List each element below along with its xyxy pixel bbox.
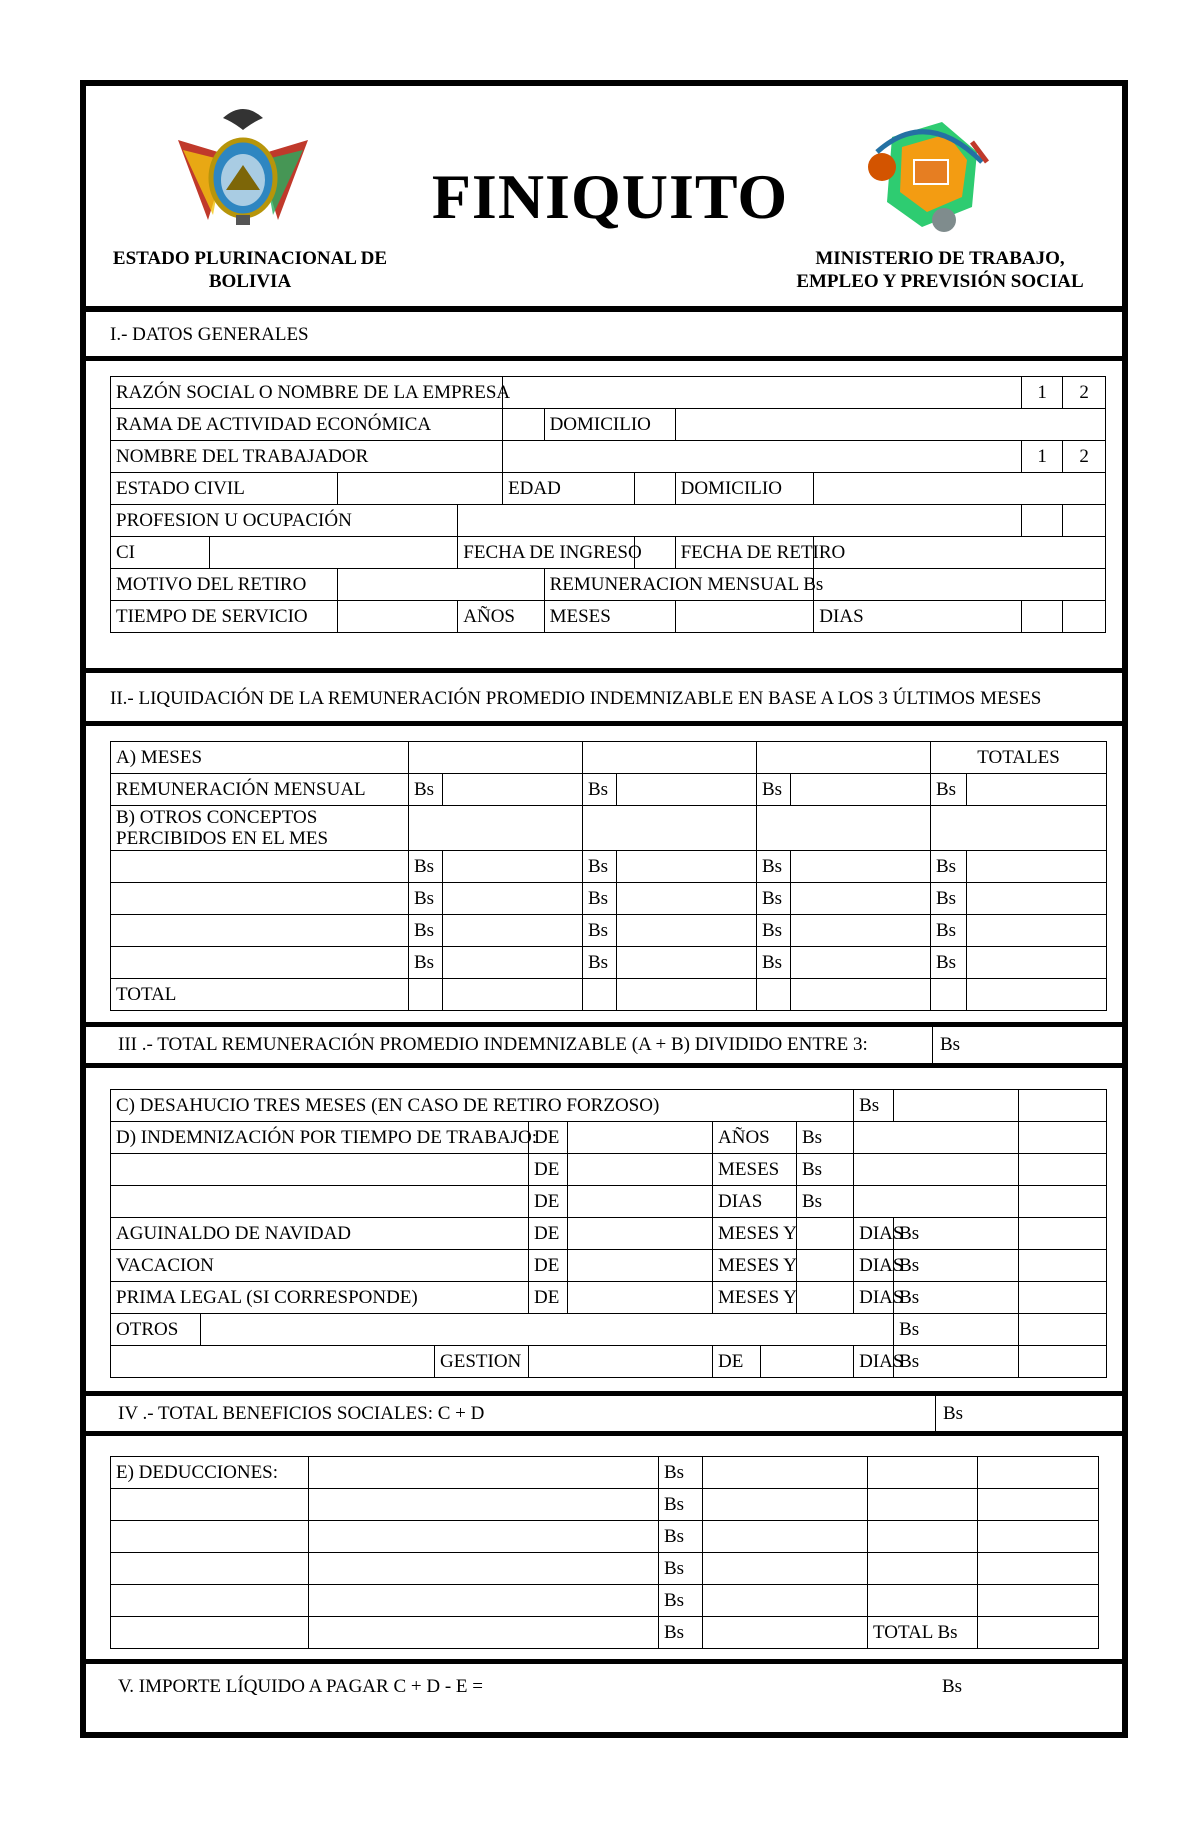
domicilio-trabajador-field[interactable] <box>814 473 1106 505</box>
profesion-box-2[interactable] <box>1063 505 1106 537</box>
bs-label: Bs <box>583 774 617 806</box>
profesion-field[interactable] <box>458 505 1022 537</box>
anos-label: AÑOS <box>458 601 544 633</box>
separator <box>86 1659 1122 1664</box>
deduccion-amount-field[interactable] <box>703 1521 868 1553</box>
meses-header-label: A) MESES <box>111 742 409 774</box>
profesion-label: PROFESION U OCUPACIÓN <box>111 505 458 537</box>
section-1-title: I.- DATOS GENERALES <box>110 324 309 345</box>
indem-dias-total-field[interactable] <box>1019 1186 1107 1218</box>
otros-amount-field[interactable] <box>1019 1314 1107 1346</box>
bs-label: Bs <box>931 915 967 947</box>
deduccion-total-field[interactable] <box>978 1585 1099 1617</box>
gestion-amount-field[interactable] <box>1019 1346 1107 1378</box>
separator <box>86 1063 1122 1068</box>
dias-box-1[interactable] <box>1021 601 1062 633</box>
amount-field[interactable] <box>791 883 931 915</box>
total-bs-cell <box>409 979 443 1011</box>
bs-label: Bs <box>659 1457 703 1489</box>
dias-label: DIAS <box>854 1218 894 1250</box>
otros-month-1-header <box>409 806 583 851</box>
deduccion-total-field[interactable] <box>978 1457 1099 1489</box>
motivo-field[interactable] <box>338 569 544 601</box>
aguinaldo-meses-field[interactable] <box>568 1218 713 1250</box>
prima-dias-field[interactable] <box>797 1282 854 1314</box>
dias-label: DIAS <box>854 1250 894 1282</box>
indem-blank-label <box>111 1186 529 1218</box>
otros-label: OTROS <box>111 1314 201 1346</box>
vacacion-amount-field[interactable] <box>1019 1250 1107 1282</box>
deduccion-concept-field[interactable] <box>309 1521 659 1553</box>
bs-label: Bs <box>931 883 967 915</box>
edad-label: EDAD <box>503 473 635 505</box>
gestion-dias-field[interactable] <box>761 1346 854 1378</box>
separator <box>86 356 1122 361</box>
amount-field[interactable] <box>443 851 583 883</box>
concepto-field[interactable] <box>111 851 409 883</box>
bs-label: Bs <box>757 915 791 947</box>
gestion-blank <box>111 1346 435 1378</box>
bs-label: Bs <box>409 883 443 915</box>
deduccion-label-field[interactable] <box>111 1521 309 1553</box>
otros-month-3-header <box>757 806 931 851</box>
anos-field[interactable] <box>338 601 458 633</box>
bs-label: Bs <box>757 947 791 979</box>
separator <box>86 1391 1122 1396</box>
aguinaldo-label: AGUINALDO DE NAVIDAD <box>111 1218 529 1250</box>
razon-box-2[interactable]: 2 <box>1063 377 1106 409</box>
deduccion-concept-field[interactable] <box>309 1585 659 1617</box>
desahucio-amount-field[interactable] <box>894 1090 1019 1122</box>
bs-label: Bs <box>931 851 967 883</box>
desahucio-total-field[interactable] <box>1019 1090 1107 1122</box>
remuneracion-field[interactable] <box>814 569 1106 601</box>
indemnizacion-label: D) INDEMNIZACIÓN POR TIEMPO DE TRABAJO: <box>111 1122 529 1154</box>
de-label: DE <box>529 1154 568 1186</box>
bs-label: Bs <box>409 947 443 979</box>
desahucio-label: C) DESAHUCIO TRES MESES (EN CASO DE RETIRO FORZOSO) <box>111 1090 854 1122</box>
indem-meses-field[interactable] <box>568 1154 713 1186</box>
separator <box>86 1431 1122 1436</box>
deducciones-total-field[interactable] <box>978 1617 1099 1649</box>
vacacion-label: VACACION <box>111 1250 529 1282</box>
bs-label: Bs <box>659 1585 703 1617</box>
bs-label: Bs <box>583 883 617 915</box>
trabajador-box-1[interactable]: 1 <box>1021 441 1062 473</box>
meses-y-label: MESES Y <box>713 1282 797 1314</box>
total-month-1-field[interactable] <box>443 979 583 1011</box>
bs-label: Bs <box>659 1553 703 1585</box>
bs-label: Bs <box>894 1346 1019 1378</box>
trabajador-label: NOMBRE DEL TRABAJADOR <box>111 441 503 473</box>
prima-label: PRIMA LEGAL (SI CORRESPONDE) <box>111 1282 529 1314</box>
deduccion-amount-field[interactable] <box>703 1553 868 1585</box>
deduccion-extra-field[interactable] <box>868 1585 978 1617</box>
section-3-bs: Bs <box>940 1034 961 1055</box>
rem-month-3-field[interactable] <box>791 774 931 806</box>
total-label: TOTAL <box>111 979 409 1011</box>
amount-field[interactable] <box>443 947 583 979</box>
otros-conceptos-line1: B) OTROS CONCEPTOS <box>116 807 318 828</box>
indem-anos-field[interactable] <box>568 1122 713 1154</box>
meses-label: MESES <box>544 601 675 633</box>
amount-field[interactable] <box>967 915 1107 947</box>
amount-field[interactable] <box>967 851 1107 883</box>
deduccion-label-field[interactable] <box>111 1585 309 1617</box>
bs-label: Bs <box>659 1521 703 1553</box>
section-5-title: V. IMPORTE LÍQUIDO A PAGAR C + D - E = <box>118 1676 483 1697</box>
issuer-left-line1: ESTADO PLURINACIONAL DE <box>112 248 388 269</box>
fecha-retiro-label: FECHA DE RETIRO <box>675 537 814 569</box>
concepto-field[interactable] <box>111 947 409 979</box>
section-4-title: IV .- TOTAL BENEFICIOS SOCIALES: C + D <box>118 1403 485 1424</box>
gestion-label: GESTION <box>435 1346 529 1378</box>
otros-month-2-header <box>583 806 757 851</box>
amount-field[interactable] <box>617 915 757 947</box>
deduccion-extra-field[interactable] <box>868 1457 978 1489</box>
anos-label: AÑOS <box>713 1122 797 1154</box>
separator <box>86 306 1122 312</box>
estado-civil-label: ESTADO CIVIL <box>111 473 338 505</box>
general-data-table <box>110 376 1106 633</box>
issuer-left-line2: BOLIVIA <box>208 271 292 292</box>
separator <box>86 668 1122 673</box>
tiempo-servicio-label: TIEMPO DE SERVICIO <box>111 601 338 633</box>
issuer-right <box>780 247 1100 293</box>
section-4-bs: Bs <box>943 1403 964 1424</box>
amount-field[interactable] <box>791 947 931 979</box>
fecha-ingreso-label: FECHA DE INGRESO <box>458 537 635 569</box>
meses-y-label: MESES Y <box>713 1218 797 1250</box>
rem-month-1-field[interactable] <box>443 774 583 806</box>
deduccion-label-field[interactable] <box>111 1553 309 1585</box>
total-bs-cell <box>757 979 791 1011</box>
meses-y-label: MESES Y <box>713 1250 797 1282</box>
otros-field[interactable] <box>201 1314 894 1346</box>
bs-label: Bs <box>757 774 791 806</box>
concepto-field[interactable] <box>111 915 409 947</box>
dias-label: DIAS <box>814 601 1022 633</box>
profesion-box-1[interactable] <box>1021 505 1062 537</box>
trabajador-field[interactable] <box>503 441 1022 473</box>
bs-label: Bs <box>409 915 443 947</box>
dias-label: DIAS <box>713 1186 797 1218</box>
otros-conceptos-line2: PERCIBIDOS EN EL MES <box>116 828 329 849</box>
otros-total-header <box>931 806 1107 851</box>
rama-field[interactable] <box>503 409 544 441</box>
deduccion-total-field[interactable] <box>978 1553 1099 1585</box>
bs-label: Bs <box>797 1186 854 1218</box>
bs-label: Bs <box>757 883 791 915</box>
deduccion-total-field[interactable] <box>978 1521 1099 1553</box>
amount-field[interactable] <box>791 915 931 947</box>
de-label: DE <box>529 1122 568 1154</box>
razon-social-field[interactable] <box>503 377 1022 409</box>
concepto-field[interactable] <box>111 883 409 915</box>
section-4-divider <box>935 1396 936 1431</box>
total-month-2-field[interactable] <box>617 979 757 1011</box>
de-label: DE <box>529 1250 568 1282</box>
deduccion-amount-field[interactable] <box>703 1585 868 1617</box>
total-month-3-field[interactable] <box>791 979 931 1011</box>
deduccion-amount-field[interactable] <box>703 1617 868 1649</box>
dias-label: DIAS <box>854 1346 894 1378</box>
bs-label: Bs <box>409 774 443 806</box>
benefits-table <box>110 1089 1107 1378</box>
de-label: DE <box>529 1218 568 1250</box>
issuer-right-line2: EMPLEO Y PREVISIÓN SOCIAL <box>796 271 1084 292</box>
bs-label: Bs <box>894 1218 1019 1250</box>
motivo-label: MOTIVO DEL RETIRO <box>111 569 338 601</box>
deduccion-extra-field[interactable] <box>868 1521 978 1553</box>
issuer-left <box>100 247 400 293</box>
deduccion-concept-field[interactable] <box>309 1553 659 1585</box>
de-label: DE <box>713 1346 761 1378</box>
total-total-field[interactable] <box>967 979 1107 1011</box>
total-bs-cell <box>583 979 617 1011</box>
month-1-field[interactable] <box>409 742 583 774</box>
de-label: DE <box>529 1282 568 1314</box>
edad-field[interactable] <box>635 473 675 505</box>
dias-label: DIAS <box>854 1282 894 1314</box>
bs-label: Bs <box>409 851 443 883</box>
bs-label: Bs <box>854 1090 894 1122</box>
bolivia-coat-of-arms-icon <box>168 100 318 230</box>
bs-label: Bs <box>797 1122 854 1154</box>
aguinaldo-amount-field[interactable] <box>1019 1218 1107 1250</box>
bs-label: Bs <box>931 947 967 979</box>
bs-label: Bs <box>931 774 967 806</box>
ci-label: CI <box>111 537 210 569</box>
separator <box>86 721 1122 726</box>
amount-field[interactable] <box>617 947 757 979</box>
issuer-right-line1: MINISTERIO DE TRABAJO, <box>815 248 1065 269</box>
domicilio-trabajador-label: DOMICILIO <box>675 473 814 505</box>
prima-meses-field[interactable] <box>568 1282 713 1314</box>
bs-label: Bs <box>583 947 617 979</box>
deduccion-concept-field[interactable] <box>309 1489 659 1521</box>
indem-dias-field[interactable] <box>568 1186 713 1218</box>
de-label: DE <box>529 1186 568 1218</box>
total-bs-label: TOTAL Bs <box>868 1617 978 1649</box>
bs-label: Bs <box>583 915 617 947</box>
otros-conceptos-label <box>111 806 409 851</box>
deduccion-amount-field[interactable] <box>703 1489 868 1521</box>
deduccion-extra-field[interactable] <box>868 1553 978 1585</box>
amount-field[interactable] <box>791 851 931 883</box>
section-2-title: II.- LIQUIDACIÓN DE LA REMUNERACIÓN PROMEDIO INDEMNIZABLE EN BASE A LOS 3 ÚLTIMOS MESES <box>110 688 1042 709</box>
section-5-bs: Bs <box>942 1676 963 1697</box>
amount-field[interactable] <box>443 883 583 915</box>
amount-field[interactable] <box>967 883 1107 915</box>
indem-meses-total-field[interactable] <box>1019 1154 1107 1186</box>
domicilio-empresa-field[interactable] <box>675 409 1105 441</box>
deduccion-label-field[interactable] <box>111 1617 309 1649</box>
deductions-table <box>110 1456 1099 1649</box>
bs-label: Bs <box>797 1154 854 1186</box>
bs-label: Bs <box>583 851 617 883</box>
aguinaldo-dias-field[interactable] <box>797 1218 854 1250</box>
bs-label: Bs <box>659 1489 703 1521</box>
totales-header: TOTALES <box>931 742 1107 774</box>
indem-meses-amount-field[interactable] <box>854 1154 1019 1186</box>
amount-field[interactable] <box>617 851 757 883</box>
rem-total-field[interactable] <box>967 774 1107 806</box>
rem-month-2-field[interactable] <box>617 774 757 806</box>
month-2-field[interactable] <box>583 742 757 774</box>
deduccion-total-field[interactable] <box>978 1489 1099 1521</box>
bs-label: Bs <box>894 1314 1019 1346</box>
rem-mensual-label: REMUNERACIÓN MENSUAL <box>111 774 409 806</box>
amount-field[interactable] <box>967 947 1107 979</box>
form-title: FINIQUITO <box>431 161 789 232</box>
deduccion-label-field[interactable] <box>111 1489 309 1521</box>
deduccion-concept-field[interactable] <box>309 1617 659 1649</box>
total-bs-cell <box>931 979 967 1011</box>
trabajador-box-2[interactable]: 2 <box>1063 441 1106 473</box>
liquidation-table <box>110 741 1107 1011</box>
estado-civil-field[interactable] <box>338 473 503 505</box>
fecha-retiro-field[interactable] <box>814 537 1106 569</box>
indem-dias-amount-field[interactable] <box>854 1186 1019 1218</box>
separator <box>86 1022 1122 1027</box>
dias-box-2[interactable] <box>1063 601 1106 633</box>
bs-label: Bs <box>757 851 791 883</box>
bs-label: Bs <box>659 1617 703 1649</box>
deduccion-extra-field[interactable] <box>868 1489 978 1521</box>
gestion-field[interactable] <box>529 1346 713 1378</box>
indem-anos-amount-field[interactable] <box>854 1122 1019 1154</box>
remuneracion-label: REMUNERACION MENSUAL Bs <box>544 569 814 601</box>
domicilio-empresa-label: DOMICILIO <box>544 409 675 441</box>
amount-field[interactable] <box>443 915 583 947</box>
deduccion-amount-field[interactable] <box>703 1457 868 1489</box>
section-3-divider <box>932 1027 933 1063</box>
meses-field[interactable] <box>675 601 814 633</box>
section-3-title: III .- TOTAL REMUNERACIÓN PROMEDIO INDEMNIZABLE (A + B) DIVIDIDO ENTRE 3: <box>118 1034 868 1055</box>
amount-field[interactable] <box>617 883 757 915</box>
ci-field[interactable] <box>210 537 458 569</box>
ministry-logo-icon <box>862 112 992 237</box>
vacacion-dias-field[interactable] <box>797 1250 854 1282</box>
meses-label: MESES <box>713 1154 797 1186</box>
razon-social-label: RAZÓN SOCIAL O NOMBRE DE LA EMPRESA <box>111 377 503 409</box>
month-3-field[interactable] <box>757 742 931 774</box>
deducciones-label: E) DEDUCCIONES: <box>111 1457 309 1489</box>
vacacion-meses-field[interactable] <box>568 1250 713 1282</box>
indem-total-field[interactable] <box>1019 1122 1107 1154</box>
indem-blank-label <box>111 1154 529 1186</box>
bs-label: Bs <box>894 1282 1019 1314</box>
deduccion-concept-field[interactable] <box>309 1457 659 1489</box>
bs-label: Bs <box>894 1250 1019 1282</box>
rama-label: RAMA DE ACTIVIDAD ECONÓMICA <box>111 409 503 441</box>
prima-amount-field[interactable] <box>1019 1282 1107 1314</box>
razon-box-1[interactable]: 1 <box>1021 377 1062 409</box>
